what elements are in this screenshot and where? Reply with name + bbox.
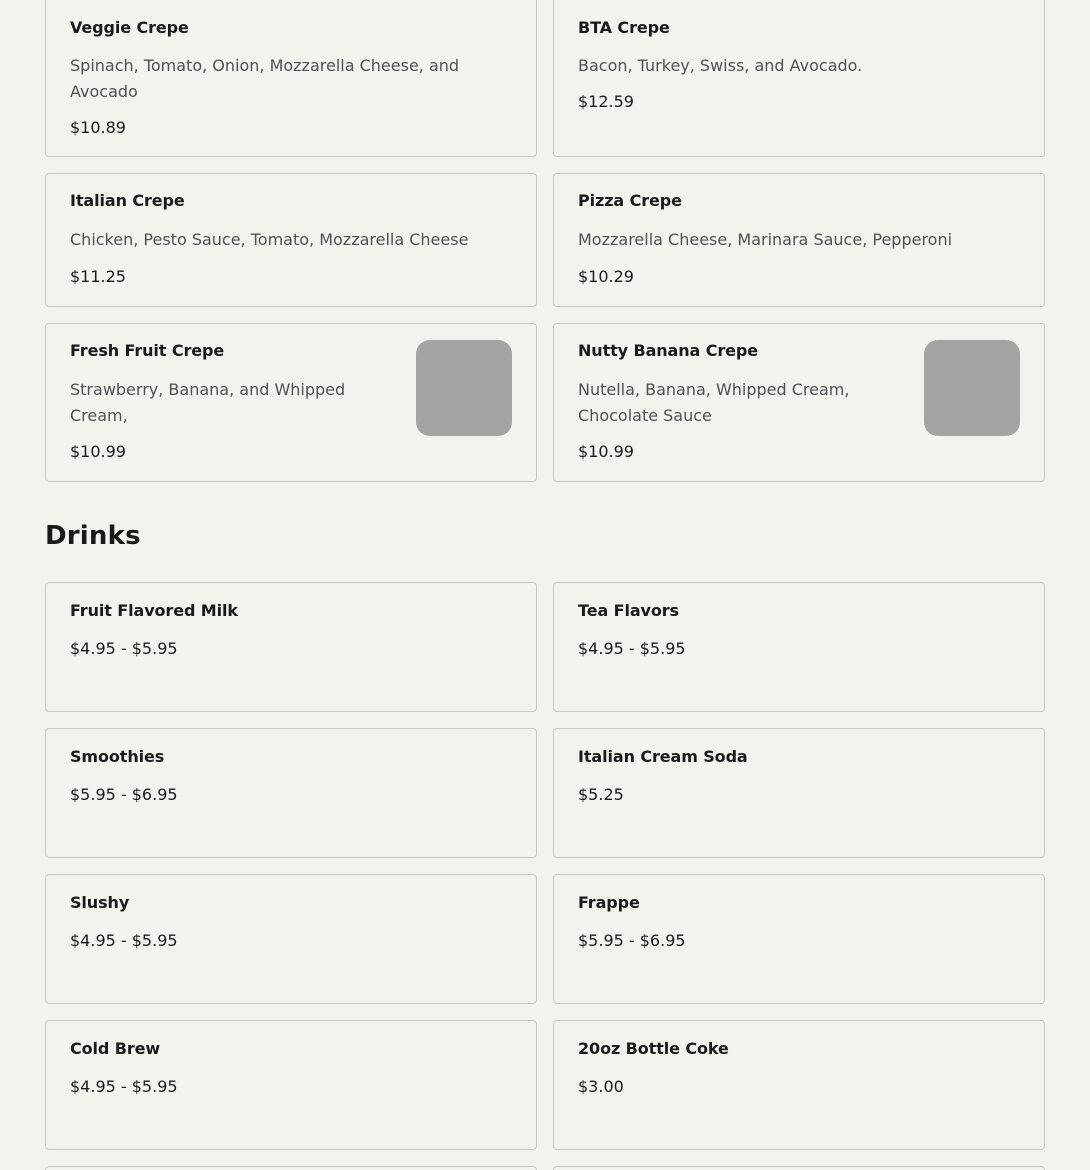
menu-item-image (416, 340, 512, 436)
menu-item-nutty-banana-crepe[interactable] (553, 323, 1045, 482)
menu-item-price: $10.99 (578, 442, 634, 461)
menu-item-card-partial[interactable] (553, 1166, 1045, 1170)
menu-item-tea-flavors[interactable] (553, 582, 1045, 712)
menu-item-name: Slushy (70, 893, 130, 912)
menu-item-20oz-bottle-coke[interactable] (553, 1020, 1045, 1150)
menu-item-name: BTA Crepe (578, 18, 670, 37)
menu-item-description: Nutella, Banana, Whipped Cream, Chocolate Sauce (578, 380, 850, 425)
menu-item-veggie-crepe[interactable] (45, 0, 537, 157)
menu-item-name: Pizza Crepe (578, 191, 682, 210)
menu-item-fresh-fruit-crepe[interactable] (45, 323, 537, 482)
menu-item-name: Italian Cream Soda (578, 747, 748, 766)
menu-item-name: Nutty Banana Crepe (578, 341, 759, 360)
menu-item-name: Fresh Fruit Crepe (70, 341, 225, 360)
menu-item-name: Smoothies (70, 747, 165, 766)
menu-item-pizza-crepe[interactable] (553, 173, 1045, 307)
menu-item-price: $4.95 - $5.95 (70, 931, 178, 950)
menu-item-name: Fruit Flavored Milk (70, 601, 238, 620)
menu-item-description: Bacon, Turkey, Swiss, and Avocado. (578, 56, 863, 75)
menu-item-name: Veggie Crepe (70, 18, 189, 37)
menu-item-price: $5.95 - $6.95 (578, 931, 686, 950)
menu-item-price: $3.00 (578, 1077, 624, 1096)
menu-item-description: Spinach, Tomato, Onion, Mozzarella Cheese, and Avocado (70, 56, 460, 101)
menu-item-card-partial[interactable] (45, 1166, 537, 1170)
menu-item-price: $4.95 - $5.95 (578, 639, 686, 658)
menu-item-bta-crepe[interactable] (553, 0, 1045, 157)
menu-item-cold-brew[interactable] (45, 1020, 537, 1150)
menu-item-name: Cold Brew (70, 1039, 161, 1058)
menu-item-description: Chicken, Pesto Sauce, Tomato, Mozzarella Cheese (70, 230, 469, 249)
menu-item-italian-cream-soda[interactable] (553, 728, 1045, 858)
menu-item-price: $12.59 (578, 92, 634, 111)
menu-item-name: Tea Flavors (578, 601, 679, 620)
menu-item-fruit-flavored-milk[interactable] (45, 582, 537, 712)
menu-item-price: $11.25 (70, 267, 126, 286)
menu-item-price: $4.95 - $5.95 (70, 1077, 178, 1096)
menu-item-slushy[interactable] (45, 874, 537, 1004)
menu-item-image (924, 340, 1020, 436)
menu-item-price: $5.95 - $6.95 (70, 785, 178, 804)
section-title-drinks: Drinks (45, 521, 141, 551)
menu-item-smoothies[interactable] (45, 728, 537, 858)
menu-item-price: $10.99 (70, 442, 126, 461)
menu-item-price: $5.25 (578, 785, 624, 804)
menu-item-name: Italian Crepe (70, 191, 185, 210)
menu-item-description: Strawberry, Banana, and Whipped Cream, (70, 380, 346, 425)
menu-item-price: $4.95 - $5.95 (70, 639, 178, 658)
menu-item-price: $10.89 (70, 118, 126, 137)
menu-item-italian-crepe[interactable] (45, 173, 537, 307)
menu-item-description: Mozzarella Cheese, Marinara Sauce, Pepperoni (578, 230, 953, 249)
menu-item-frappe[interactable] (553, 874, 1045, 1004)
menu-item-name: 20oz Bottle Coke (578, 1039, 729, 1058)
menu-item-name: Frappe (578, 893, 640, 912)
menu-item-price: $10.29 (578, 267, 634, 286)
